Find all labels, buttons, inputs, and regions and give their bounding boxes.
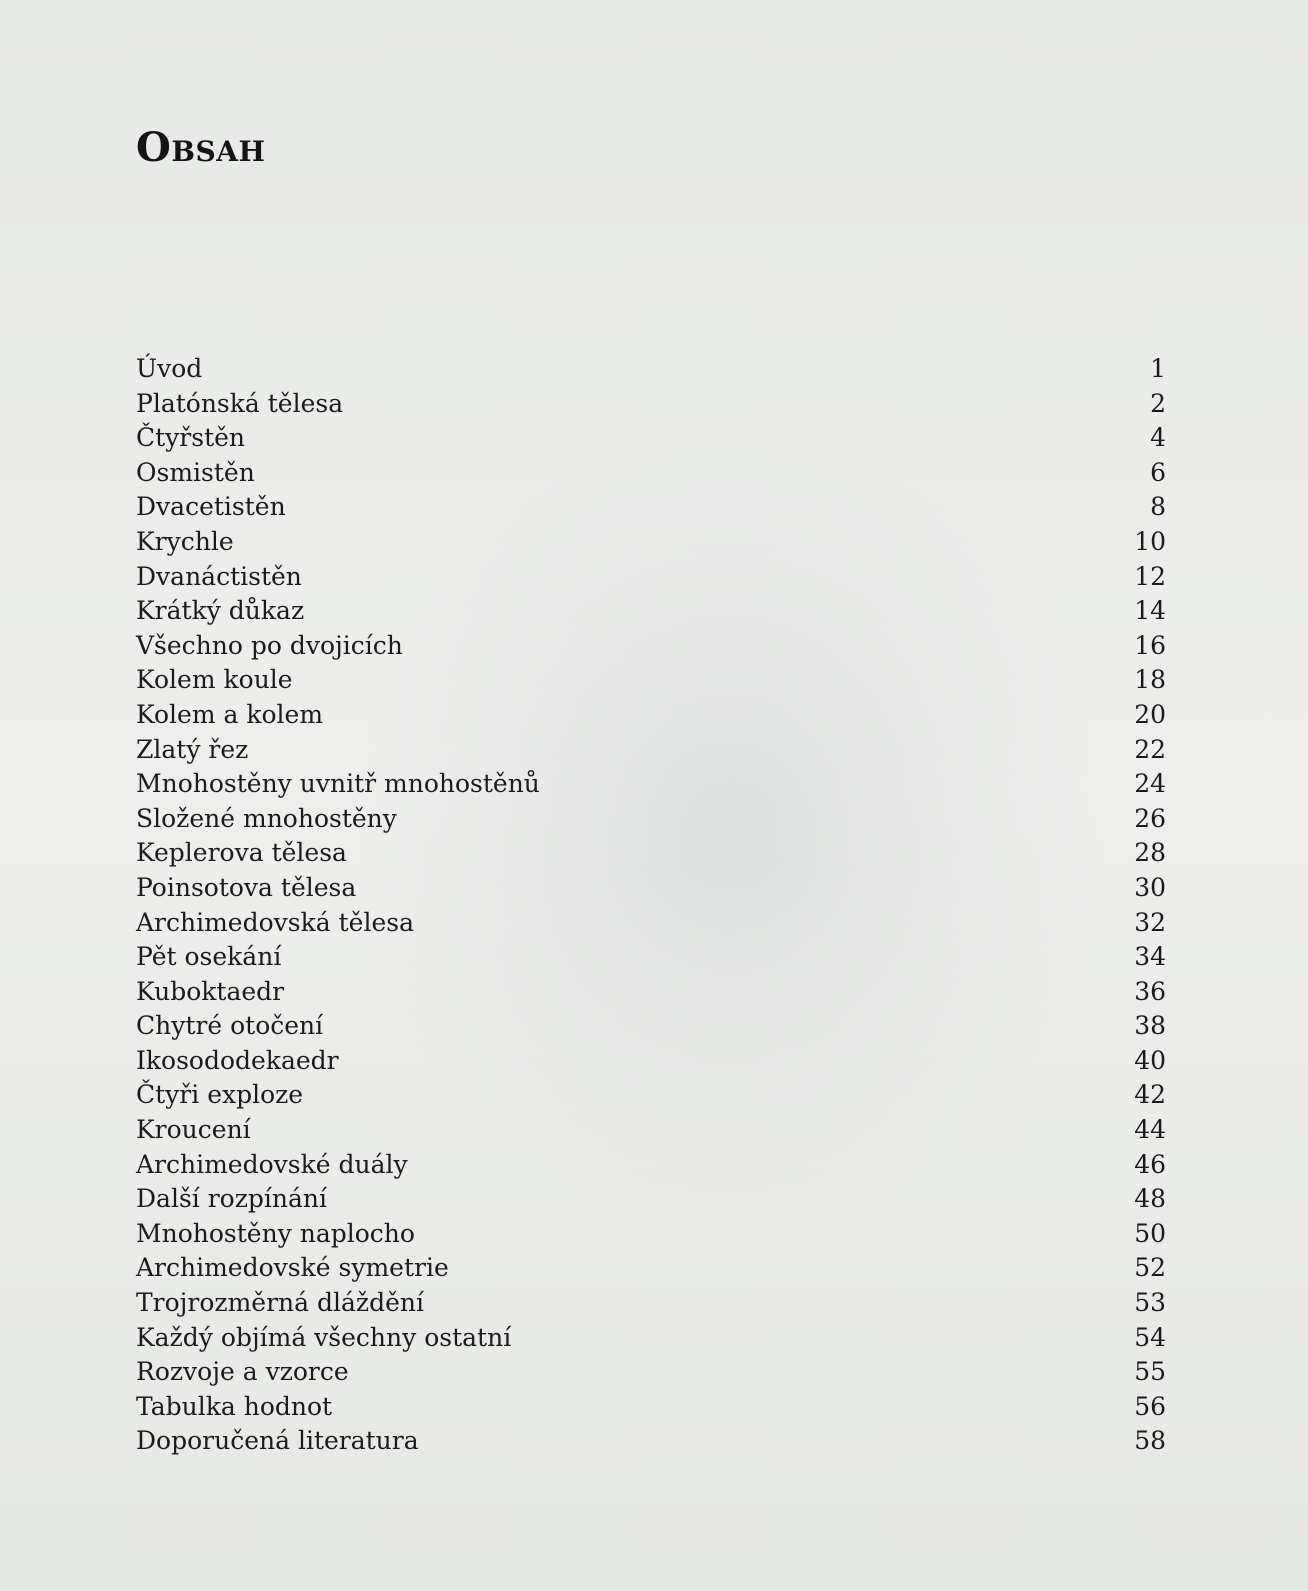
toc-entry (136, 1321, 1166, 1356)
toc-entry-title: Všechno po dvojicích (136, 630, 403, 660)
toc-entry-title: Úvod (136, 354, 203, 383)
toc-entry (136, 629, 1166, 664)
toc-entry-page-number: 10 (1134, 526, 1166, 556)
toc-entry (136, 975, 1166, 1010)
toc-entry-page-number: 42 (1134, 1080, 1166, 1110)
toc-entry-title: Archimedovská tělesa (136, 907, 414, 937)
table-of-contents (136, 352, 1166, 1459)
toc-entry-title: Platónská tělesa (136, 388, 344, 418)
toc-entry-title: Chytré otočení (136, 1011, 324, 1041)
toc-entry-page-number: 8 (1150, 492, 1166, 522)
toc-entry-page-number: 12 (1134, 561, 1166, 591)
toc-entry-title: Dvanáctistěn (136, 561, 302, 591)
toc-entry (136, 836, 1166, 871)
toc-entry-title: Krátký důkaz (136, 596, 305, 626)
toc-entry (136, 1355, 1166, 1390)
toc-entry-page-number: 30 (1134, 872, 1166, 902)
toc-entry-page-number: 6 (1150, 457, 1166, 487)
toc-entry (136, 871, 1166, 906)
toc-entry-title: Osmistěn (136, 457, 255, 487)
toc-entry-title: Každý objímá všechny ostatní (136, 1322, 512, 1352)
toc-entry-page-number: 54 (1134, 1322, 1166, 1352)
toc-entry-page-number: 48 (1134, 1184, 1166, 1214)
toc-entry-page-number: 18 (1134, 665, 1166, 695)
toc-entry-title: Mnohostěny uvnitř mnohostěnů (136, 769, 540, 799)
toc-entry-title: Mnohostěny naplocho (136, 1218, 415, 1248)
toc-entry-title: Složené mnohostěny (136, 803, 397, 833)
toc-entry-title: Čtyřstěn (136, 423, 246, 453)
toc-entry-page-number: 24 (1134, 769, 1166, 799)
toc-entry (136, 1424, 1166, 1459)
toc-entry-title: Archimedovské duály (136, 1149, 408, 1179)
toc-entry-page-number: 46 (1134, 1149, 1166, 1179)
toc-entry (136, 1148, 1166, 1183)
toc-entry-title: Rozvoje a vzorce (136, 1357, 349, 1387)
toc-entry-page-number: 38 (1134, 1011, 1166, 1041)
toc-entry-page-number: 36 (1134, 976, 1166, 1006)
toc-entry (136, 594, 1166, 629)
toc-entry (136, 940, 1166, 975)
page-title: Obsah (136, 124, 266, 171)
toc-entry (136, 1044, 1166, 1079)
toc-entry-page-number: 53 (1134, 1288, 1166, 1318)
toc-entry-page-number: 22 (1134, 734, 1166, 764)
toc-entry-title: Tabulka hodnot (136, 1391, 333, 1421)
toc-entry (136, 525, 1166, 560)
toc-entry (136, 663, 1166, 698)
toc-entry-page-number: 40 (1134, 1045, 1166, 1075)
toc-entry-page-number: 20 (1134, 699, 1166, 729)
toc-entry-title: Kolem koule (136, 665, 293, 695)
toc-entry (136, 352, 1166, 387)
toc-entry (136, 456, 1166, 491)
toc-entry-title: Poinsotova tělesa (136, 872, 357, 902)
toc-entry-title: Čtyři exploze (136, 1080, 304, 1110)
toc-entry-title: Další rozpínání (136, 1184, 327, 1214)
toc-entry-title: Kroucení (136, 1115, 251, 1145)
toc-entry-title: Trojrozměrná dláždění (136, 1288, 424, 1318)
toc-entry-title: Kuboktaedr (136, 976, 285, 1006)
toc-entry-page-number: 26 (1134, 803, 1166, 833)
toc-entry (136, 802, 1166, 837)
toc-entry (136, 1113, 1166, 1148)
toc-entry-title: Pět osekání (136, 942, 282, 972)
toc-entry-title: Zlatý řez (136, 734, 249, 764)
toc-entry (136, 1286, 1166, 1321)
toc-entry (136, 1390, 1166, 1425)
toc-entry-page-number: 58 (1134, 1426, 1166, 1456)
toc-entry (136, 1251, 1166, 1286)
toc-entry (136, 733, 1166, 768)
toc-entry (136, 421, 1166, 456)
toc-entry-title: Keplerova tělesa (136, 838, 347, 868)
toc-entry (136, 1182, 1166, 1217)
toc-entry-page-number: 28 (1134, 838, 1166, 868)
toc-entry-title: Ikosododekaedr (136, 1045, 339, 1075)
toc-entry (136, 906, 1166, 941)
toc-entry-title: Archimedovské symetrie (136, 1253, 449, 1283)
toc-entry-title: Doporučená literatura (136, 1426, 419, 1456)
toc-entry (136, 490, 1166, 525)
toc-entry-title: Dvacetistěn (136, 492, 286, 522)
toc-entry-page-number: 32 (1134, 907, 1166, 937)
toc-entry-page-number: 16 (1134, 630, 1166, 660)
toc-entry (136, 1078, 1166, 1113)
toc-entry-page-number: 2 (1150, 388, 1166, 418)
toc-entry-page-number: 50 (1134, 1218, 1166, 1248)
toc-entry (136, 560, 1166, 595)
toc-entry (136, 387, 1166, 422)
toc-entry-page-number: 44 (1134, 1115, 1166, 1145)
toc-entry (136, 698, 1166, 733)
toc-entry-page-number: 56 (1134, 1391, 1166, 1421)
toc-entry-page-number: 55 (1134, 1357, 1166, 1387)
toc-entry-title: Kolem a kolem (136, 699, 324, 729)
toc-entry (136, 767, 1166, 802)
toc-entry-page-number: 4 (1150, 423, 1166, 453)
toc-entry-page-number: 14 (1134, 596, 1166, 626)
toc-entry-page-number: 34 (1134, 942, 1166, 972)
toc-entry-page-number: 52 (1134, 1253, 1166, 1283)
toc-entry-page-number: 1 (1150, 354, 1166, 383)
toc-entry (136, 1009, 1166, 1044)
toc-entry (136, 1217, 1166, 1252)
toc-entry-title: Krychle (136, 526, 234, 556)
